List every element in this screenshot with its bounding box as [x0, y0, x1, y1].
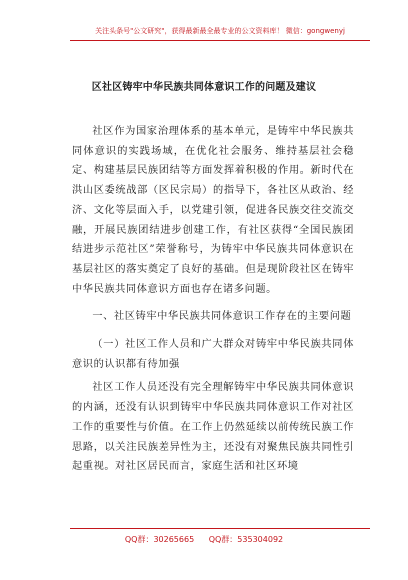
header-banner: 关注头条号"公文研究"，获得最新最全最专业的公文资料库！ 微信：gongwenyj [95, 27, 345, 35]
footer [0, 534, 408, 545]
footer-qq-group-1: QQ群：30265665 [124, 535, 195, 544]
footer-qq-group-2: QQ群：535304092 [208, 535, 284, 544]
header-divider [70, 40, 370, 41]
section-heading-1: 一、社区铸牢中华民族共同体意识工作存在的主要问题 [92, 311, 352, 323]
document-title: 区社区铸牢中华民族共同体意识工作的问题及建议 [91, 82, 317, 93]
document-body [72, 122, 354, 477]
subsection-heading-1: （一）社区工作人员和广大群众对铸牢中华民族共同体意识的认识都有待加强 [72, 339, 354, 370]
paragraph-intro: 社区作为国家治理体系的基本单元，是铸牢中华民族共同体意识的实践场域，在优化社会服务、维持基层社会稳定、构建基层民族团结等方面发挥着积极的作用。新时代在洪山区委统战部（区民宗局）的指导下，各社区从政治、经济、文化等层面入手，以党建引领，促进各民族交往交流交融，开展民族团结进步创建工作，有社区获得“全国民族团结进步示范社区”荣誉称号，为铸牢中华民族共同体意识在基层社区的落实奠定了良好的基础。但是现阶段社区在铸牢中华民族共同体意识方面也存在诸多问题。 [72, 126, 354, 295]
footer-divider [70, 528, 370, 529]
paragraph-subsection-1: 社区工作人员还没有完全理解铸牢中华民族共同体意识的内涵，还没有认识到铸牢中华民族共同体意识工作对社区工作的重要性与价值。在工作上仍然延续以前传统民族工作思路，以关注民族差异性为主，还没有对聚焦民族共同性引起重视。对社区居民而言，家庭生活和社区环境 [72, 382, 354, 473]
